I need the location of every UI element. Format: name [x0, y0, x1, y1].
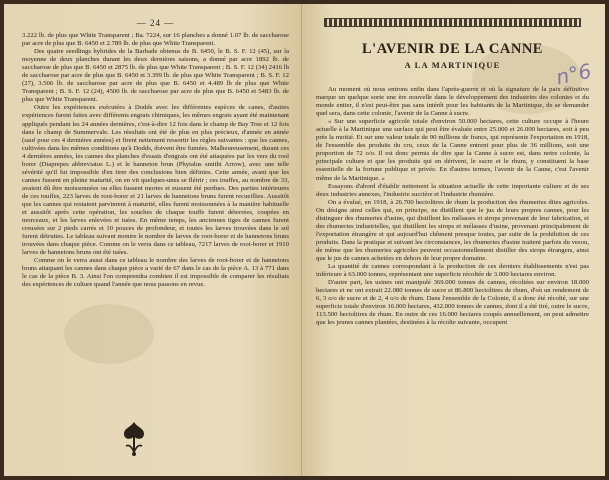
paragraph: 3.222 lb. de plus que White Transparent ; Ba. 7224, sur 16 planches a donné 1.07 lb. de saccharose par acre de plus que B. 6450 et 2.789 lb. de plus que White Transparent.	[22, 32, 289, 48]
paragraph: Comme on le verra aussi dans ce tableau le nombre des larves de root-borer et de hannetons bruns attaquant les cannes dans chaque pièce a varié de 67 dans le cas de la pièce A. 13 à 771 dans le cas de la pièce B. 3. Ainsi l'on comprendra combien il est impossible de comparer les résultats des expériences de culture quand l'année que nous passons en revue.	[22, 257, 289, 289]
right-body-text	[316, 86, 589, 327]
fleuron-ornament-icon	[114, 418, 154, 458]
right-page	[302, 4, 605, 476]
article-subtitle: A LA MARTINIQUE	[404, 60, 501, 70]
paper-stain	[64, 304, 154, 364]
header-ornament-bar	[324, 18, 581, 27]
book-spread	[4, 4, 605, 476]
article-title: L'AVENIR DE LA CANNE	[362, 41, 543, 57]
left-page	[4, 4, 302, 476]
paragraph: On a évalué, en 1918, à 26.700 hectolitres de rhum la production des rhumeries dites agricoles. On désigne ainsi celles qui, en principe, ne distillent que le jus de leurs propres cannes, pour les distinguer des rhumeries d'usine, qui distillent les mélasses et sirops provenant de leur fabrication, et des rhumeries industrielles, qui distillent les sirops et mélasses d'usine, provenant principalement de l'exportation étrangère et qui aujourd'hui chôment presque toutes, par suite de la prohibition de ces produits. Dans la pratique et suivant les circonstances, les rhumeries d'usine traitent parfois du vesou, de même que les rhumeries agricoles peuvent occasionnellement distiller des sirops étrangers, ainsi que le jus de cannes achetées en dehors de leur propre domaine.	[316, 198, 589, 262]
paragraph: Outre les expériences exécutées à Dodds avec les différentes espèces de canes, d'autres expériences furent faites avec différents engrais chimiques, les mêmes engrais ayant été maintenant appliqués pendant les 24 années dernières, c'est-à-dire 12 fois dans le champ de Bay Tree et 12 fois dans le champ de Summervale. Les résultats ont été de plus en plus précieux, d'année en année (sauf pour ces 4 dernières années) et firent nettement ressortir les règles suivantes : que les cannes, cultivées dans les mêmes conditions qu'à Dodds, doivent être fumées. Malheureusement, durant ces 4 dernières années, les cannes des planches d'essais d'engrais ont été attaquées par les vers du rool borer (Diaprepes abbreviatus L.) et le hanneton brun (Phytalus smithi Arrow), avec une telle sévérité qu'il fut impossible d'en tirer des conclusions bien définies. Cette année, avant que les cannes fussent en pleine maturité, on en vit quelques-unes se flétrir ; ces touffes, au nombre de 33, avaient dû être moissonnées ou elles fussent mortes et eussent été perdues. Des parties intérieures de ces touffes, 223 larves de root-borer et 21 larves de hannetons bruns furent recueillies. Aussitôt que les cannes qui restaient parvinrent à maturité, elles furent moissonnées à la manière habituelle et aussitôt après cette opération, les souches de chaque touffe furent déterrées, coupées en morceaux, et les larves enlevées et tuées. En même temps, les anciennes tiges de cannes furent creusées sur 2 pieds carrés et 10 pouces de profondeur, et toutes les larves trouvées dans le sol furent détruites. Le tableau suivant montre le nombre de larves de root-borer et de hannetons bruns trouvées dans chaque pièce. Comme on le verra dans ce tableau, 7217 larves de root-borer et 1910 larves de hannetons bruns ont été tuées.	[22, 104, 289, 257]
paragraph: « Sur une superficie agricole totale d'environ 50.000 hectares, cette culture occupe à l'heure actuelle à la Martinique une surface qui peut être évaluée entre 25.000 et 26.000 hectares, soit à peu près la moitié. Et sur une valeur totale de 90 millions de francs, qui représente l'exportation en 1918, de l'ensemble des produits du cru, ceux de la Canne entrent pour plus de 36 millions, soit une proportion de 72 o/o. Il est donc permis de dire que la Canne à sucre est, dans notre colonie, la principale culture et que les produits qui en dérivent, le sucre et le rhum, y constituent la base essentielle de la fortune publique et privée. En d'autres termes, l'avenir de la Canne, c'est l'avenir même de la Martinique. »	[316, 118, 589, 182]
paragraph: La quantité de cannes correspondant à la production de ces derniers établissements n'est pas inférieure à 63.000 tonnes, représentant une superficie récoltée de 3.000 hectares environ.	[316, 263, 589, 279]
paragraph: D'autre part, les usines ont manipulé 369.000 tonnes de cannes, récoltées sur environ 18.000 hectares et ne ont extrait 22.080 tonnes de sucre et 86.800 hectolitres de rhum, d'où un rendement de 6, 3 o/o de sucre et de 2, 4 o/o de rhum. Dans l'ensemble de la Colonie, il a donc été récolté, sur une superficie totale d'environ 16.000 hectares, 432.000 tonnes de cannes, dont il a été tiré, outre le sucre, 113.500 hectolitres de rhum. En outre de ces 16.000 hectares coupés annuellement, on peut admettre que les jeunes cannes plantées, destinées à la récolte suivante, occupent	[316, 279, 589, 327]
paragraph: Des quatre seedlings hybrides de la Barbade obtenus de B. 6450, le B. S. F. 12 (45), sur la moyenne de deux planches durant les deux dernières saisons, a donné par acre 1892 lb. de saccharose de plus que B. 6450 et 2875 lb. de plus que White Transparent ; B. S. F. 12 (34) 2416 lb de saccharose par acre de plus que B. 6450 et 3.399 lb. de plus que White Transparent ; B. S. F. 12 (27), 3.506 lb. de saccharose par acre de plus que B. 6450 et 4.489 lb de plus que White Transparent ; B. S. F. 12 (24), 4500 lb. de saccharose par acre de plus que B. 6450 et 5483 lb. de plus que White Transparent.	[22, 48, 289, 104]
handwritten-note: n°6	[553, 58, 594, 90]
page-number: — 24 —	[136, 18, 175, 28]
left-body-text	[22, 32, 289, 290]
paragraph: Essayons d'abord d'établir nettement la situation actuelle de cette importante culture et de ses deux industries annexes, l'industrie sucrière et l'industrie rhumière.	[316, 182, 589, 198]
paragraph: Au moment où nous entrons enfin dans l'après-guerre et où la signature de la paix définitive marque un quelque sorte une ère nouvelle dans le développement des industries des colonies et du monde entier, il n'est peut-être pas sans intérêt pour les habitants de la Martinique, de se demander quel sera, dans cette colonie, l'avenir de la Canne à sucre.	[316, 86, 589, 118]
